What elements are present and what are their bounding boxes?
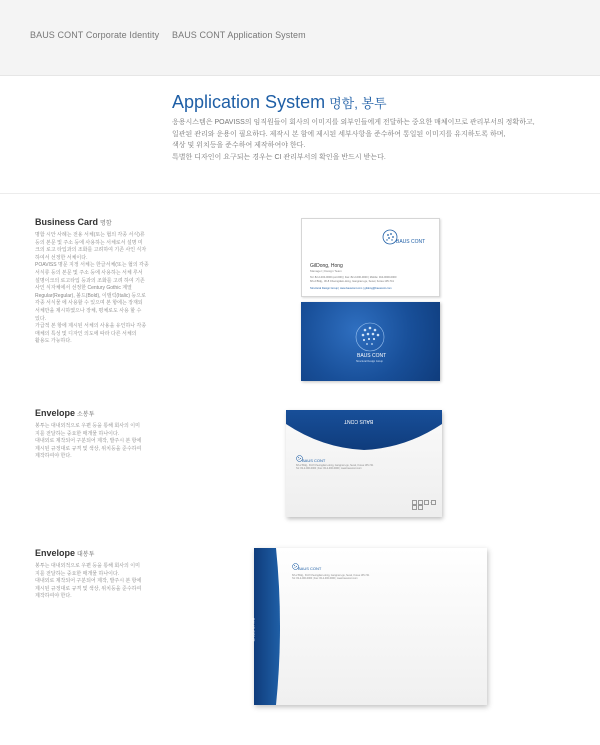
- body-line: 제작하여야 한다.: [35, 453, 72, 460]
- body-line: POAVISS 명문 지정 서체는 한글서체(또는 협의 각종: [35, 262, 149, 269]
- envelope-large: [251, 548, 487, 705]
- card-title: Manager | Design Team: [310, 269, 342, 273]
- intro-line: 색상 및 위치등을 준수하여 제작하여야 한다.: [172, 142, 306, 149]
- section-body-business-card: [35, 232, 153, 346]
- envelope-small: [286, 410, 442, 517]
- section-subtitle: 명함: [100, 221, 112, 227]
- body-line: 봉투는 대내외적으로 우편 등을 통해 회사의 이미: [35, 563, 140, 569]
- body-line: 설명이크의 로고타입 등과의 조화를 고려 하여 기존: [35, 277, 145, 284]
- card-line: Structural Design Group | www.bauscont.com | gildong@bauscont.com: [310, 287, 392, 290]
- section-title-text: Envelope: [35, 548, 76, 558]
- card-logo-text: BAUS CONT: [396, 239, 426, 245]
- nav-application-system[interactable]: BAUS CONT Application System: [172, 30, 306, 40]
- business-card-front: [301, 218, 440, 297]
- body-line: 매체의 특성 및 디자인 의도에 따라 다른 서체의: [35, 330, 137, 337]
- envelope-address: 6th-2 Bldg., 30-8 Cheongdam-dong, Gangnam-gu, Seoul, Korea 135-741: [296, 464, 374, 467]
- nav-corporate-identity[interactable]: BAUS CONT Corporate Identity: [30, 30, 160, 40]
- section-subtitle: 대봉투: [77, 552, 95, 558]
- envelope-address: 6th-2 Bldg., 30-8 Cheongdam-dong, Gangnam-gu, Seoul, Korea 135-741: [292, 574, 370, 577]
- globe-logo-icon: [353, 320, 387, 354]
- envelope-address: Tel: 82-2-000-0000 | Fax: 82-2-000-0000 | www.bauscont.com: [296, 467, 362, 470]
- body-line: 가급적 본 항에 제시된 서체의 사용을 유인하나 각종: [35, 323, 147, 330]
- body-line: 사인 식자체에서 선정한 Century Gothic 계열: [35, 285, 132, 292]
- body-line: 대내외로 제작되어 구분되어 제작, 발주시 본 항에: [35, 438, 142, 445]
- section-body-envelope-small: [35, 423, 153, 461]
- flap-logo-text: BAUS CONT: [251, 618, 256, 642]
- body-line: 등의 본문 및 주소 등에 사용하는 서체로서 설명 미: [35, 239, 143, 246]
- business-card-back: [301, 302, 440, 381]
- body-line: 제작하여야 한다.: [35, 593, 72, 600]
- card-back-subtitle: Structural Design Group: [356, 360, 383, 363]
- envelope-address: Tel: 82-2-000-0000 | Fax: 82-2-000-0000 | www.bauscont.com: [292, 577, 358, 580]
- intro-line: 응용시스템은 POAVISS의 임직원들이 회사의 이미지를 외부인들에게 전달하는 중요한 매체이므로 관리부서의 정확하고,: [172, 119, 535, 126]
- section-title-envelope-large: [35, 548, 94, 558]
- body-line: 대내외로 제작되어 구분되어 제작, 발주시 본 항에: [35, 578, 142, 585]
- body-line: 제시된 규정대로 규격 및 색상, 위치등을 준수하여: [35, 585, 142, 592]
- card-back-logo-text: BAUS CONT: [357, 353, 387, 359]
- envelope-logo-text: BAUS CONT: [298, 566, 322, 571]
- body-line: 서체만을 제시하였으나 장체, 평체로도 사용 할 수: [35, 307, 142, 314]
- page-title: [172, 92, 387, 113]
- envelope-logo-text: BAUS CONT: [302, 458, 326, 463]
- body-line: 명함 시안 사례는 전용 서체(또는 협의 각종 서식)류: [35, 232, 145, 238]
- section-title-text: Envelope: [35, 408, 76, 418]
- section-title-envelope-small: [35, 408, 94, 418]
- body-line: 제시된 규정대로 규격 및 색상, 위치등을 준수하여: [35, 445, 142, 452]
- body-line: 활용도 가능하다.: [35, 338, 72, 345]
- top-nav: [0, 0, 600, 76]
- card-line: 6th-2 Bldg., 30-8 Cheongdam-dong, Gangnam-gu, Seoul, Korea 135-741: [310, 280, 394, 283]
- intro-section: [0, 76, 600, 194]
- intro-line: 특별한 디자인이 요구되는 경우는 CI 관리부서의 확인을 반드시 받는다.: [172, 153, 386, 161]
- body-line: 지를 전달하는 중요한 매개물 하나이다.: [35, 570, 120, 577]
- section-title-business-card: [35, 217, 112, 227]
- section-title-text: Business Card: [35, 217, 99, 227]
- body-line: 하여서 선정한 서체이다.: [35, 254, 88, 261]
- card-name: GilDong, Hong: [310, 263, 343, 269]
- page-title-text: Application System: [172, 92, 326, 112]
- card-line: Tel: 82-2-000-0000 (ext.000) | Fax: 82-2-000-0000 | Mobile: 010-0000-0000: [310, 276, 397, 279]
- body-line: 서식류 등의 본문 및 주소 등에 사용하는 서체 루서: [35, 269, 143, 276]
- intro-line: 일관된 관리와 운용이 필요하다. 제작시 본 함에 제시된 세부사항을 준수하여 통일된 이미지를 유지하도록 하며,: [172, 130, 506, 138]
- body-line: 봉투는 대내외적으로 우편 등을 통해 회사의 이미: [35, 423, 140, 429]
- body-line: 각종 서식물 에 사용할 수 있으며 본 항에는 장재되: [35, 300, 143, 307]
- flap-logo-text: BAUS CONT: [344, 418, 374, 424]
- postal-code-boxes: -: [412, 500, 442, 510]
- body-line: Regular(Regular), 볼드(Bold), 이탤릭(Italic) 등으로: [35, 292, 146, 299]
- body-line: 크의 로고 타입과의 조화를 고려하여 기존 사인 식자: [35, 247, 147, 254]
- section-body-envelope-large: [35, 563, 153, 601]
- intro-description: [172, 117, 587, 163]
- body-line: 지를 전달하는 중요한 매개물 하나이다.: [35, 430, 120, 437]
- page-title-kr: 명함, 봉투: [329, 96, 387, 111]
- envelope-flap: [254, 548, 294, 705]
- body-line: 있다.: [35, 315, 47, 322]
- section-subtitle: 소봉투: [77, 412, 95, 418]
